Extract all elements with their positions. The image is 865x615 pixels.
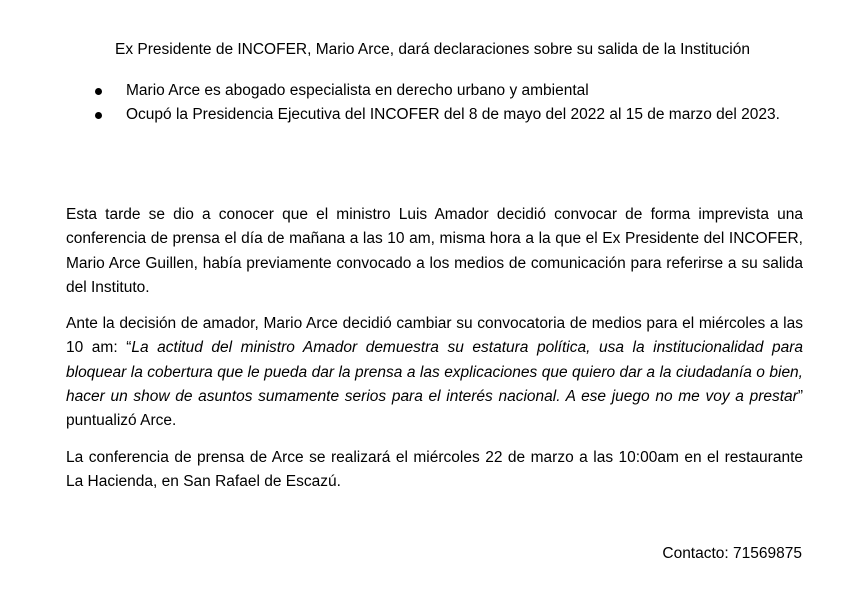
body-text [66, 203, 803, 506]
paragraph [66, 312, 803, 433]
paragraph-intro: Ante la decisión de amador, Mario Arce decidió cambiar su convocatoria de medios para el miércoles a las 10 am: “ [66, 315, 803, 357]
bullet-item [93, 103, 783, 127]
bullet-item [93, 79, 783, 103]
contact-info: Contacto: 71569875 [662, 545, 802, 562]
bullet-text: Ocupó la Presidencia Ejecutiva del INCOFER del 8 de mayo del 2022 al 15 de marzo del 2023. [126, 106, 780, 123]
paragraph: La conferencia de prensa de Arce se realizará el miércoles 22 de marzo a las 10:00am en el restaurante La Hacienda, en San Rafael de Escazú. [66, 448, 803, 490]
paragraph: Esta tarde se dio a conocer que el ministro Luis Amador decidió convocar de forma imprevista una conferencia de prensa el día de mañana a las 10 am, misma hora a la que el Ex Presidente del INCOFER, Mario Arce Guillen, había previamente convocado a los medios de comunicación para referirse a su salida del Instituto. [66, 206, 803, 296]
document-title: Ex Presidente de INCOFER, Mario Arce, dará declaraciones sobre su salida de la Institución [115, 41, 750, 58]
bullet-list [93, 79, 783, 127]
quote: La actitud del ministro Amador demuestra su estatura política, usa la institucionalidad para bloquear la cobertura que le pueda dar la prensa a las explicaciones que quiero dar a la ciudadanía o bien, hacer un show de asuntos sumamente serios para el interés nacional. A ese juego no me voy a prestar [66, 339, 803, 406]
paragraph-outro: ” puntualizó Arce. [66, 388, 803, 430]
bullet-text: Mario Arce es abogado especialista en derecho urbano y ambiental [126, 82, 589, 99]
bullet-dot-icon [95, 88, 102, 95]
bullet-dot-icon [95, 112, 102, 119]
